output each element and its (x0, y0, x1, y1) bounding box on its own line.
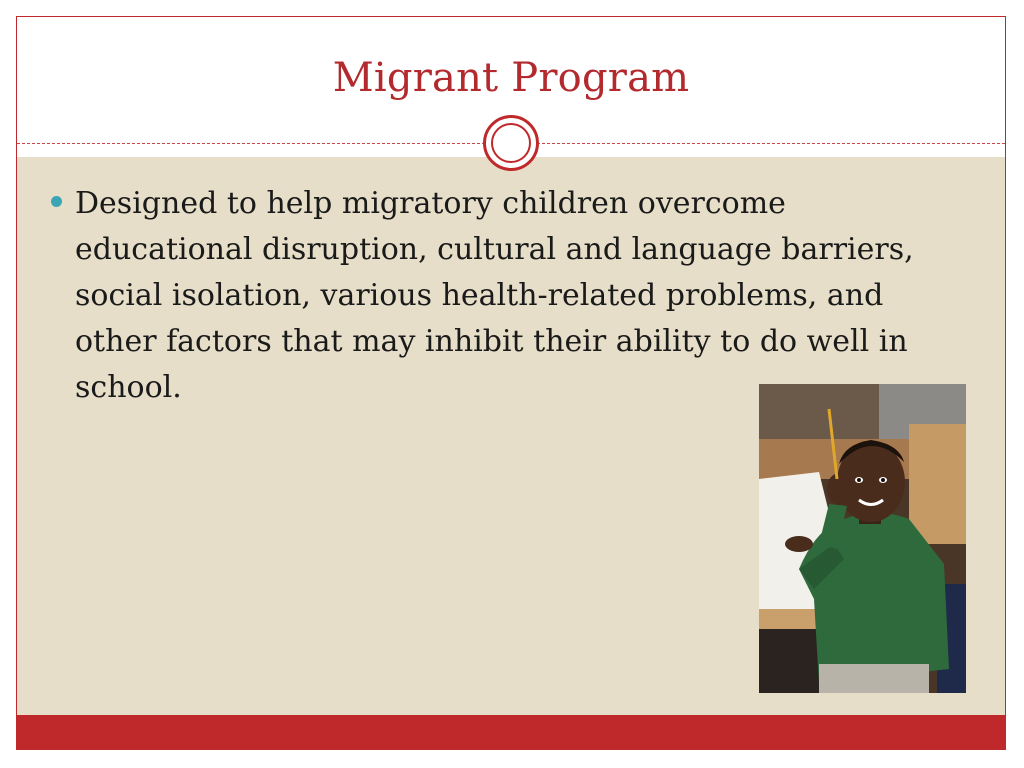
ring-ornament-icon (483, 115, 539, 171)
slide-title: Migrant Program (332, 55, 690, 101)
slide (16, 16, 1006, 750)
student-photo (759, 384, 966, 693)
bullet-text: Designed to help migratory children overcome educational disruption, cultural and language barriers, social isolation, various health-related problems, and other factors that may inhibit their ability to do well in school. (75, 186, 914, 405)
footer-bar (17, 715, 1005, 750)
bullet-dot-icon (51, 196, 62, 207)
